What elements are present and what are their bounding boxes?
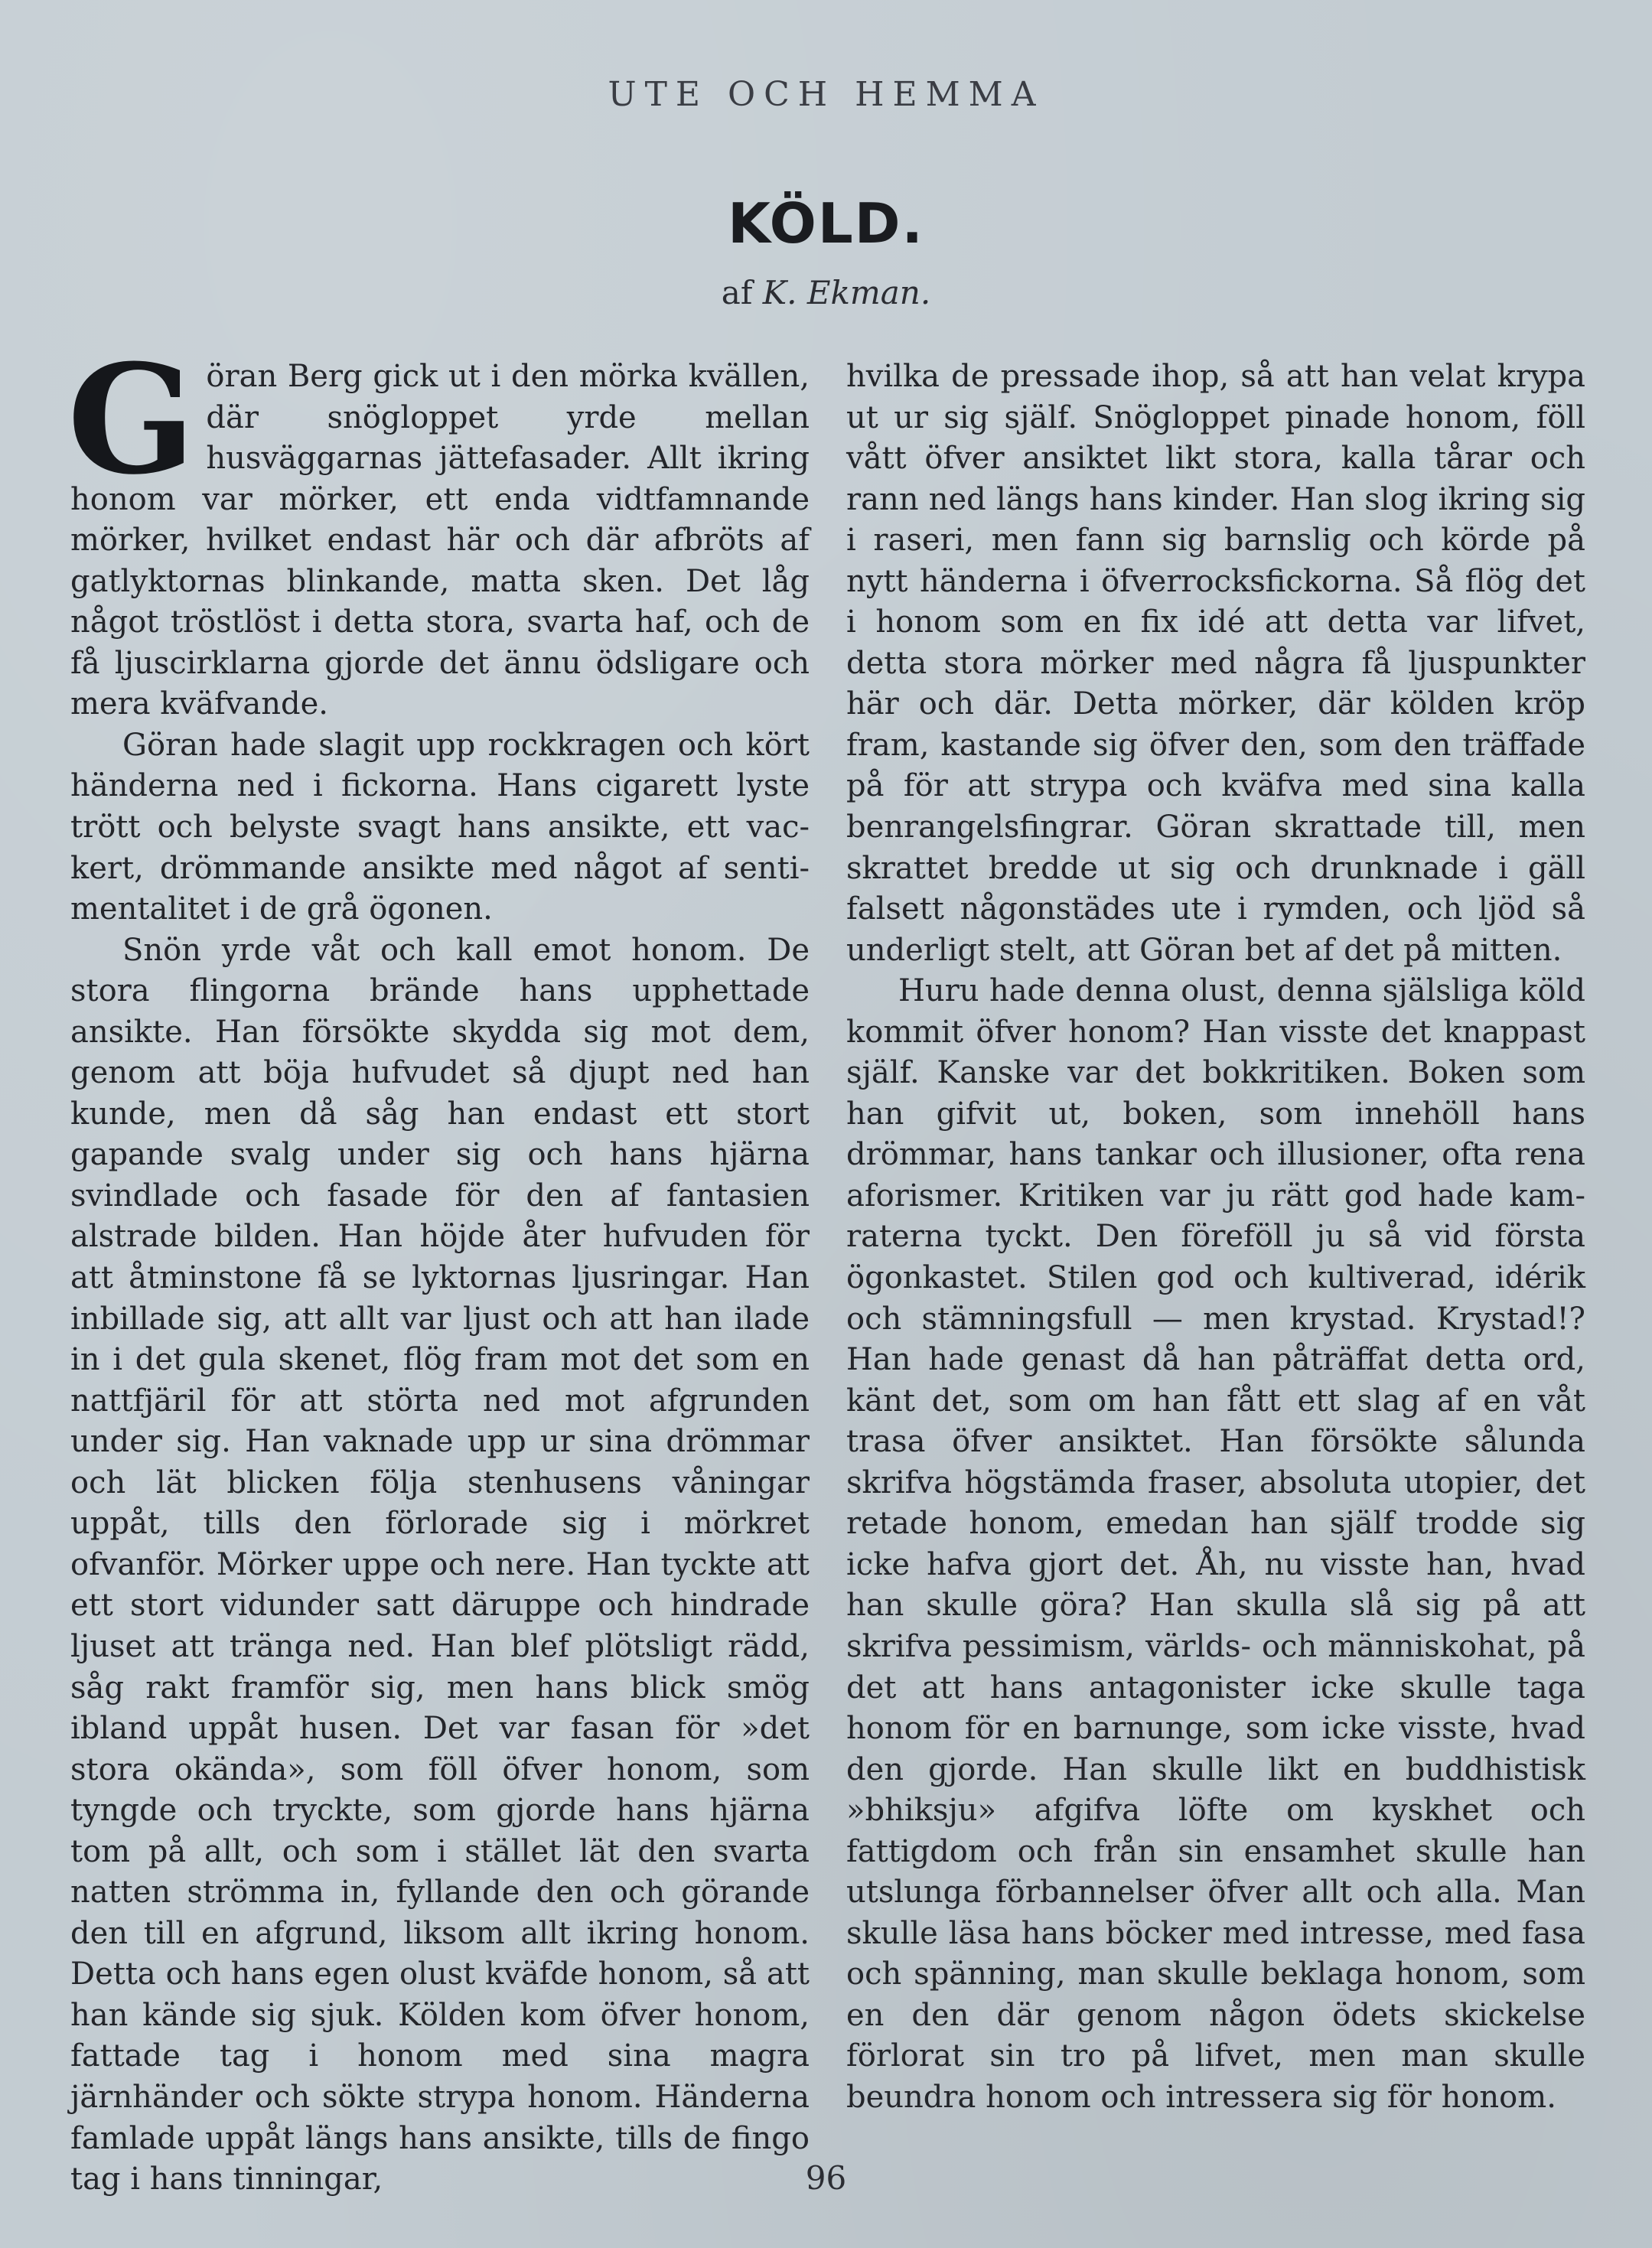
author-name: K. Ekman. [762, 274, 931, 311]
article-title: KÖLD. [728, 191, 924, 256]
byline-prefix: af [721, 274, 753, 311]
byline [0, 274, 1652, 311]
paragraph [67, 332, 810, 725]
left-column [67, 332, 810, 2201]
paragraph: Göran hade slagit upp rockkragen och kört händerna ned i fickorna. Hans cigarett lyste trött och belyste svagt hans ansikte, ett vackert, drömmande ansikte med något af sentimentalitet i de grå ögonen. [70, 727, 810, 927]
paragraph: Huru hade denna olust, denna själsliga köld kommit öfver honom? Han visste det knappast själf. Kanske var det bokkritiken. Boken som han gifvit ut, boken, som innehöll hans drömmar, hans tankar och illusioner, ofta rena aforismer. Kritiken var ju rätt god hade kamraterna tyckt. Den föreföll ju så vid första ögonkastet. Stilen god och kultiverad, idérik och stämningsfull — men krystad. Krystad!? Han hade genast då han påträffat detta ord, känt det, som om han fått ett slag af en våt trasa öfver ansiktet. Han försökte sålunda skrifva högstämda fraser, absoluta utopier, det retade honom, emedan han själf trodde sig icke hafva gjort det. Åh, nu visste han, hvad han skulle göra? Han skulla slå sig på att skrifva pessimism, världs- och människohat, på det att hans antagonister icke skulle taga honom för en barnunge, som icke visste, hvad den gjorde. Han skulle likt en buddhistisk »bhiksju» afgifva löfte om kyskhet och fattigdom och från sin ensamhet skulle han utslunga förbannelser öfver allt och alla. Man skulle läsa hans böcker med intresse, med fasa och spänning, man skulle beklaga honom, som en den där genom någon ödets skickelse förlorat sin tro på lifvet, men man skulle beundra honom och intressera sig för honom. [846, 973, 1585, 2115]
right-column [846, 357, 1585, 2119]
paragraph-text: öran Berg gick ut i den mörka kvällen, där snögloppet yrde mellan husväggarnas jättefasader. Allt ikring honom var mörker, ett enda vidtfamnande mörker, hvilket endast här och där afbröts af gatlyktornas blinkande, matta sken. Det låg något tröstlöst i detta stora, svarta haf, och de få ljuscirklarna gjorde det ännu ödsligare och mera kväfvande. [70, 359, 810, 722]
drop-cap: G [67, 332, 196, 508]
paragraph: Snön yrde våt och kall emot honom. De stora flingorna brände hans upphettade ansikte. Han försökte skydda sig mot dem, genom att böja hufvudet så djupt ned han kunde, men då såg han endast ett stort gapande svalg under sig och hans hjärna svindlade och fasade för den af fantasien alstrade bilden. Han höjde åter hufvuden för att åtminstone få se lyktornas ljusringar. Han inbillade sig, att allt var ljust och att han ilade in i det gula skenet, flög fram mot det som en nattfjäril för att störta ned mot afgrunden under sig. Han vaknade upp ur sina drömmar och lät blicken följa stenhusens våningar uppåt, tills den förlorade sig i mörkret ofvanför. Mörker uppe och nere. Han tyckte att ett stort vidunder satt däruppe och hindrade ljuset att tränga ned. Han blef plötsligt rädd, såg rakt framför sig, men hans blick smög ibland uppåt husen. Det var fasan för »det stora okända», som föll öfver honom, som tyngde och tryckte, som gjorde hans hjärna tom på allt, och som i stället lät den svarta natten strömma in, fyllande den och görande den till en afgrund, liksom allt ikring honom. Detta och hans egen olust kväfde honom, så att han kände sig sjuk. Kölden kom öfver honom, fattade tag i honom med sina magra järnhänder och sökte strypa honom. Händerna famlade uppåt längs hans ansikte, tills de fingo tag i hans tinningar, [70, 932, 810, 2198]
running-head: UTE OCH HEMMA [608, 75, 1044, 114]
paragraph: hvilka de pressade ihop, så att han velat krypa ut ur sig själf. Snögloppet pinade honom, föll vått öfver ansiktet likt stora, kalla tårar och rann ned längs hans kinder. Han slog ikring sig i raseri, men fann sig barnslig och körde på nytt händerna i öfverrocksfickorna. Så flög det i honom som en fix idé att detta var lifvet, detta stora mörker med några få ljuspunkter här och där. Detta mörker, där kölden kröp fram, kastande sig öfver den, som den träffade på för att strypa och kväfva med sina kalla benrangelsfingrar. Göran skrattade till, men skrattet bredde ut sig och drunknade i gäll falsett någonstädes ute i rymden, och ljöd så underligt stelt, att Göran bet af det på mitten. [846, 359, 1585, 968]
page-number: 96 [805, 2159, 847, 2197]
